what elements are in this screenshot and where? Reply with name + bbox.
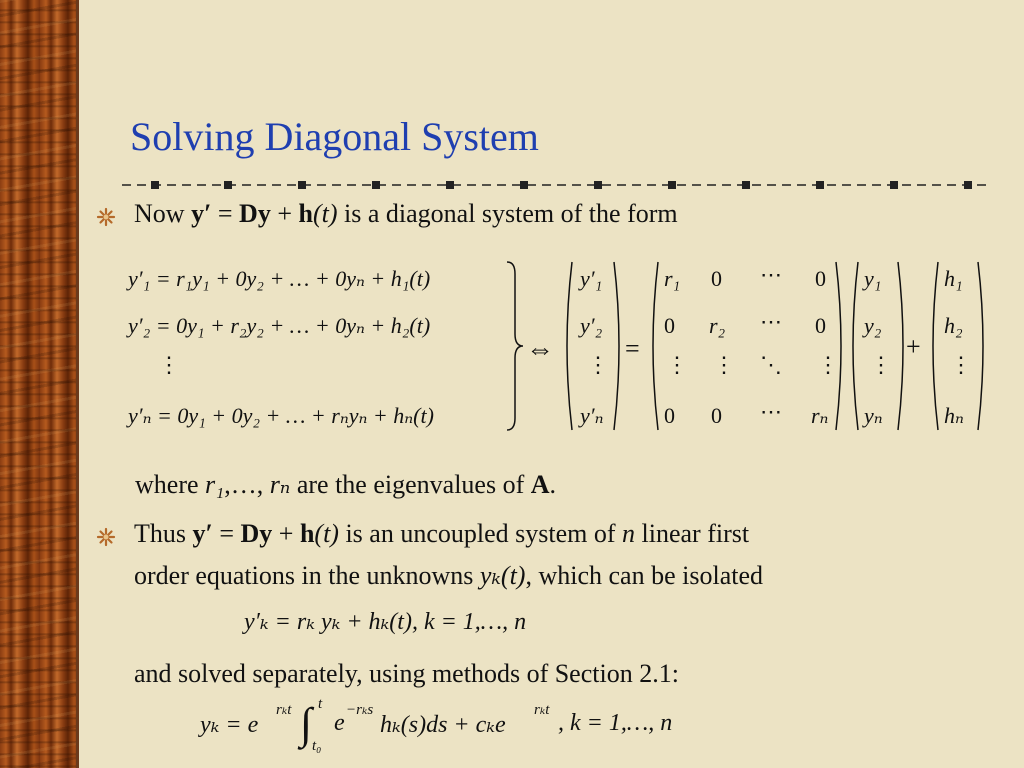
matrix-r3-c3: ⋱ xyxy=(760,352,782,377)
matrix-r2-c1: 0 xyxy=(664,313,675,338)
system-eq-1: y′₁ = r₁y₁ + 0y₂ + … + 0yₙ + h₁(t) xyxy=(128,266,431,291)
wood-border xyxy=(0,0,76,768)
bullet-icon xyxy=(96,527,116,547)
system-vdots: ⋮ xyxy=(158,352,180,377)
matrix-r2-c4: 0 xyxy=(815,313,826,338)
equals-symbol: = xyxy=(625,334,640,363)
matrix-r3-c1: ⋮ xyxy=(666,352,688,377)
h-vector-2: h₂ xyxy=(944,313,963,338)
h-vector-n: hₙ xyxy=(944,403,964,428)
border-edge xyxy=(76,0,79,768)
lhs-vector-3: ⋮ xyxy=(587,352,609,377)
h-vector-3: ⋮ xyxy=(950,352,972,377)
bullet-icon xyxy=(96,207,116,227)
matrix-r4-c3: ⋯ xyxy=(760,399,782,424)
matrix-r1-c4: 0 xyxy=(815,266,826,291)
matrix-r1-c3: ⋯ xyxy=(760,262,782,287)
bullet-2-line-1: Thus y′ = Dy + h(t) is an uncoupled system of n linear first xyxy=(134,519,750,548)
matrix-r4-c4: rₙ xyxy=(811,403,829,428)
matrix-r4-c1: 0 xyxy=(664,403,675,428)
slide-title: Solving Diagonal System xyxy=(130,114,539,159)
matrix-r3-c4: ⋮ xyxy=(817,352,839,377)
solution-equation: yₖ = e rₖt ∫ t t₀ e −rₖs hₖ(s)ds + cₖe rₖt , k = 1,…, n xyxy=(200,696,673,754)
y-vector-2: y₂ xyxy=(864,313,882,338)
bullet-2-line-2: order equations in the unknowns yₖ(t), which can be isolated xyxy=(134,561,763,590)
matrix-r1-c1: r₁ xyxy=(664,266,681,291)
plus-symbol: + xyxy=(906,332,921,361)
system-eq-n: y′ₙ = 0y₁ + 0y₂ + … + rₙyₙ + hₙ(t) xyxy=(128,403,434,428)
matrix-r3-c2: ⋮ xyxy=(713,352,735,377)
iff-symbol: ⇔ xyxy=(526,334,554,365)
system-eq-2: y′₂ = 0y₁ + r₂y₂ + … + 0yₙ + h₂(t) xyxy=(128,313,431,338)
solved-line: and solved separately, using methods of Section 2.1: xyxy=(134,659,679,688)
lhs-vector-1: y′₁ xyxy=(580,266,603,291)
where-line: where r₁,…, rₙ are the eigenvalues of A. xyxy=(135,470,557,499)
matrix-r1-c2: 0 xyxy=(711,266,722,291)
divider-rule xyxy=(122,177,992,193)
y-vector-1: y₁ xyxy=(864,266,882,291)
bullet-1-text: Now y′ = Dy + h(t) is a diagonal system of the form xyxy=(134,199,678,228)
isolated-equation: y′ₖ = rₖ yₖ + hₖ(t), k = 1,…, n xyxy=(244,609,527,635)
matrix-r2-c2: r₂ xyxy=(709,313,726,338)
matrix-r4-c2: 0 xyxy=(711,403,722,428)
right-brace xyxy=(505,260,525,432)
h-vector-1: h₁ xyxy=(944,266,963,291)
y-vector-3: ⋮ xyxy=(870,352,892,377)
lhs-vector-n: y′ₙ xyxy=(580,403,604,428)
matrix-r2-c3: ⋯ xyxy=(760,309,782,334)
y-vector-n: yₙ xyxy=(864,403,883,428)
lhs-vector-2: y′₂ xyxy=(580,313,603,338)
